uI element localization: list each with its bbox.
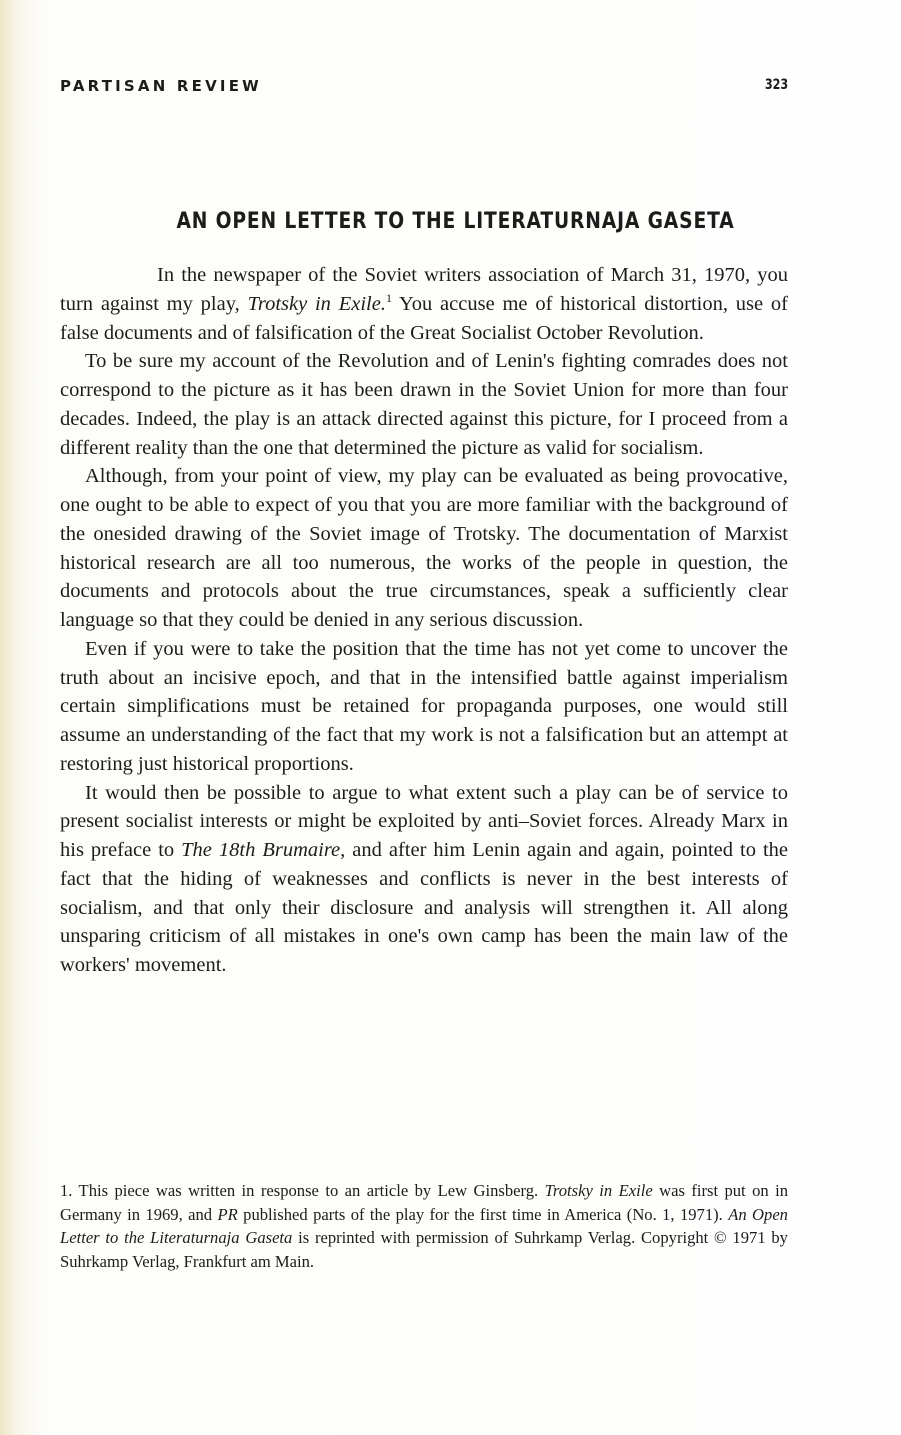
page-number: 323 [764,77,788,93]
text: was first put on in Germany in 1969, and [60,1181,789,1224]
paragraph: Even if you were to take the position that the time has not yet come to uncover the truth about an incisive epoch, and that in the intensified battle against imperialism certain simplifications must be retained for propaganda purposes, one would still assume an understanding of the fact that my work is not a falsification but an attempt at restoring just historical proportions. [60,637,788,775]
paragraph [60,261,788,347]
text: 1. This piece was written in response to an article by Lew Ginsberg. [60,1181,545,1200]
text: In the newspaper of the Soviet writers association of March 31, 1970, you turn against my play, [60,264,788,315]
article-title: AN OPEN LETTER TO THE LITERATURNAJA GASETA [176,209,735,234]
journal-name: PARTISAN REVIEW [60,77,262,95]
footnote [60,1179,788,1273]
text: published parts of the play for the first time in America (No. 1, 1971). [237,1204,729,1224]
paragraph [60,779,788,980]
text: You accuse me of historical distortion, use of false documents and of falsification of the Great Socialist October Revolution. [60,292,788,344]
journal-abbrev: PR [217,1204,238,1224]
text: and after him Lenin again and again, pointed to the fact that the hiding of weaknesses and conflicts is never in the best interests of socialism, and that only their disclosure and analysis will strengthen it. All along unsparing criticism of all mistakes in one's own camp has been the main law of the workers' movement. [60,839,789,976]
text: is reprinted with permission of Suhrkamp Verlag. Copyright © 1971 by Suhrkamp Verlag, Frankfurt am Main. [60,1228,788,1271]
article-title-ref: An Open Letter to the Literaturnaja Gaseta [60,1204,788,1248]
text: It would then be possible to argue to what extent such a play can be of service to present socialist interests or might be exploited by anti–Soviet forces. Already Marx in his preface to [60,781,788,861]
play-title: Trotsky in Exile. [247,292,386,315]
running-header [60,77,788,95]
paragraph: Although, from your point of view, my play can be evaluated as being provocative, one ought to be able to expect of you that you are more familiar with the background of the onesided drawing of the Soviet image of Trotsky. The documentation of Marxist historical research are all too numerous, the works of the people in question, the documents and protocols about the true circumstances, speak a sufficiently clear language so that they could be denied in any serious discussion. [60,465,788,631]
play-title: Trotsky in Exile [544,1181,653,1200]
article-body [60,261,788,980]
footnote-text [60,1179,788,1273]
footnote-ref[interactable]: 1 [385,290,392,305]
book-title: The 18th Brumaire, [181,839,346,861]
paragraph: To be sure my account of the Revolution and of Lenin's fighting comrades does not correspond to the picture as it has been drawn in the Soviet Union for more than four decades. Indeed, the play is an attack directed against this picture, for I proceed from a different reality than the one that determined the picture as valid for socialism. [60,350,788,459]
